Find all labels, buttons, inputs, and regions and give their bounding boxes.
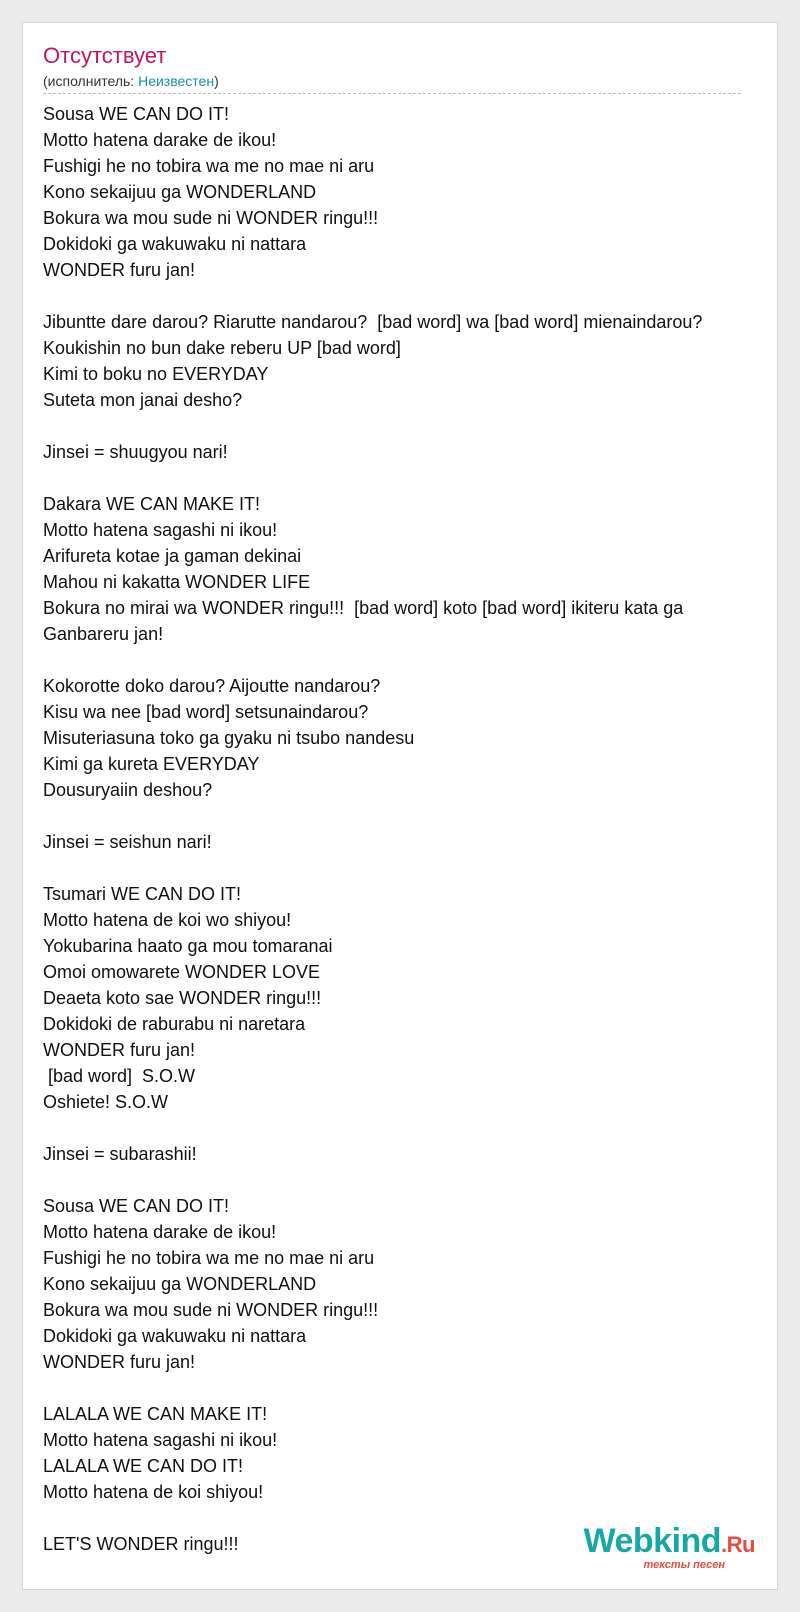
site-logo[interactable]	[584, 1524, 756, 1571]
lyric-line: Oshiete! S.O.W	[43, 1092, 169, 1112]
lyrics-card	[22, 22, 778, 1590]
lyric-line: Dousuryaiin deshou?	[43, 780, 213, 800]
lyric-line: Suteta mon janai desho?	[43, 390, 243, 410]
lyric-line: Deaeta koto sae WONDER ringu!!!	[43, 988, 322, 1008]
lyric-line: Dakara WE CAN MAKE IT!	[43, 494, 261, 514]
lyric-line: Dokidoki ga wakuwaku ni nattara	[43, 234, 307, 254]
divider	[43, 93, 741, 94]
lyric-line	[43, 1115, 763, 1141]
lyric-line: Kimi to boku no EVERYDAY	[43, 364, 269, 384]
lyric-line: Yokubarina haato ga mou tomaranai	[43, 936, 333, 956]
logo-tagline: тексты песен	[643, 1559, 725, 1571]
logo-tld: .Ru	[721, 1532, 755, 1557]
lyric-line: Jinsei = seishun nari!	[43, 832, 212, 852]
lyric-line: WONDER furu jan!	[43, 1040, 196, 1060]
lyric-line: Tsumari WE CAN DO IT!	[43, 884, 242, 904]
lyric-line	[43, 1167, 763, 1193]
lyric-line: Dokidoki de raburabu ni naretara	[43, 1014, 306, 1034]
lyric-line: Omoi omowarete WONDER LOVE	[43, 962, 321, 982]
lyric-line: Ganbareru jan!	[43, 624, 164, 644]
lyric-line: WONDER furu jan!	[43, 260, 196, 280]
logo-name: Webkind	[583, 1522, 722, 1560]
lyric-line: Koukishin no bun dake reberu UP [bad word]	[43, 338, 401, 358]
lyric-line: Bokura no mirai wa WONDER ringu!!! [bad word] koto [bad word] ikiteru kata ga	[43, 598, 684, 618]
lyric-line: Kimi ga kureta EVERYDAY	[43, 754, 260, 774]
lyric-line	[43, 465, 763, 491]
lyric-line: [bad word] S.O.W	[43, 1066, 196, 1086]
lyric-line: Sousa WE CAN DO IT!	[43, 1196, 230, 1216]
artist-suffix: )	[214, 73, 219, 89]
lyric-line: Bokura wa mou sude ni WONDER ringu!!!	[43, 208, 379, 228]
lyric-line	[43, 855, 763, 881]
lyric-line: LET'S WONDER ringu!!!	[43, 1534, 239, 1554]
lyric-line	[43, 803, 763, 829]
lyric-line: Kokorotte doko darou? Aijoutte nandarou?	[43, 676, 381, 696]
lyric-line: Jibuntte dare darou? Riarutte nandarou? [bad word] wa [bad word] mienaindarou?	[43, 312, 703, 332]
lyric-line: Kono sekaijuu ga WONDERLAND	[43, 1274, 317, 1294]
lyric-line: Fushigi he no tobira wa me no mae ni aru	[43, 156, 375, 176]
lyric-line: Misuteriasuna toko ga gyaku ni tsubo nandesu	[43, 728, 415, 748]
lyric-line: Motto hatena de koi shiyou!	[43, 1482, 264, 1502]
lyric-line: Fushigi he no tobira wa me no mae ni aru	[43, 1248, 375, 1268]
song-title: Отсутствует	[43, 43, 167, 68]
lyric-line: WONDER furu jan!	[43, 1352, 196, 1372]
lyric-line: Motto hatena darake de ikou!	[43, 1222, 277, 1242]
lyric-line	[43, 647, 763, 673]
lyric-line: Kisu wa nee [bad word] setsunaindarou?	[43, 702, 369, 722]
lyric-line: Motto hatena de koi wo shiyou!	[43, 910, 292, 930]
lyric-line: Jinsei = shuugyou nari!	[43, 442, 228, 462]
lyric-line	[43, 283, 763, 309]
lyric-line	[43, 1375, 763, 1401]
lyric-line: Arifureta kotae ja gaman dekinai	[43, 546, 302, 566]
artist-line	[43, 73, 219, 89]
artist-link[interactable]: Неизвестен	[138, 73, 215, 89]
lyric-line: Sousa WE CAN DO IT!	[43, 104, 230, 124]
lyric-line: Kono sekaijuu ga WONDERLAND	[43, 182, 317, 202]
lyric-line: LALALA WE CAN DO IT!	[43, 1456, 244, 1476]
lyric-line: LALALA WE CAN MAKE IT!	[43, 1404, 268, 1424]
logo-wordmark	[584, 1524, 756, 1562]
lyric-line	[43, 413, 763, 439]
lyric-line: Motto hatena sagashi ni ikou!	[43, 1430, 278, 1450]
lyric-line: Motto hatena darake de ikou!	[43, 130, 277, 150]
lyric-line: Jinsei = subarashii!	[43, 1144, 197, 1164]
artist-prefix: (исполнитель:	[43, 73, 139, 89]
lyric-line: Motto hatena sagashi ni ikou!	[43, 520, 278, 540]
lyric-line: Bokura wa mou sude ni WONDER ringu!!!	[43, 1300, 379, 1320]
lyric-line: Mahou ni kakatta WONDER LIFE	[43, 572, 311, 592]
lyric-line: Dokidoki ga wakuwaku ni nattara	[43, 1326, 307, 1346]
lyrics-text	[43, 101, 763, 1557]
